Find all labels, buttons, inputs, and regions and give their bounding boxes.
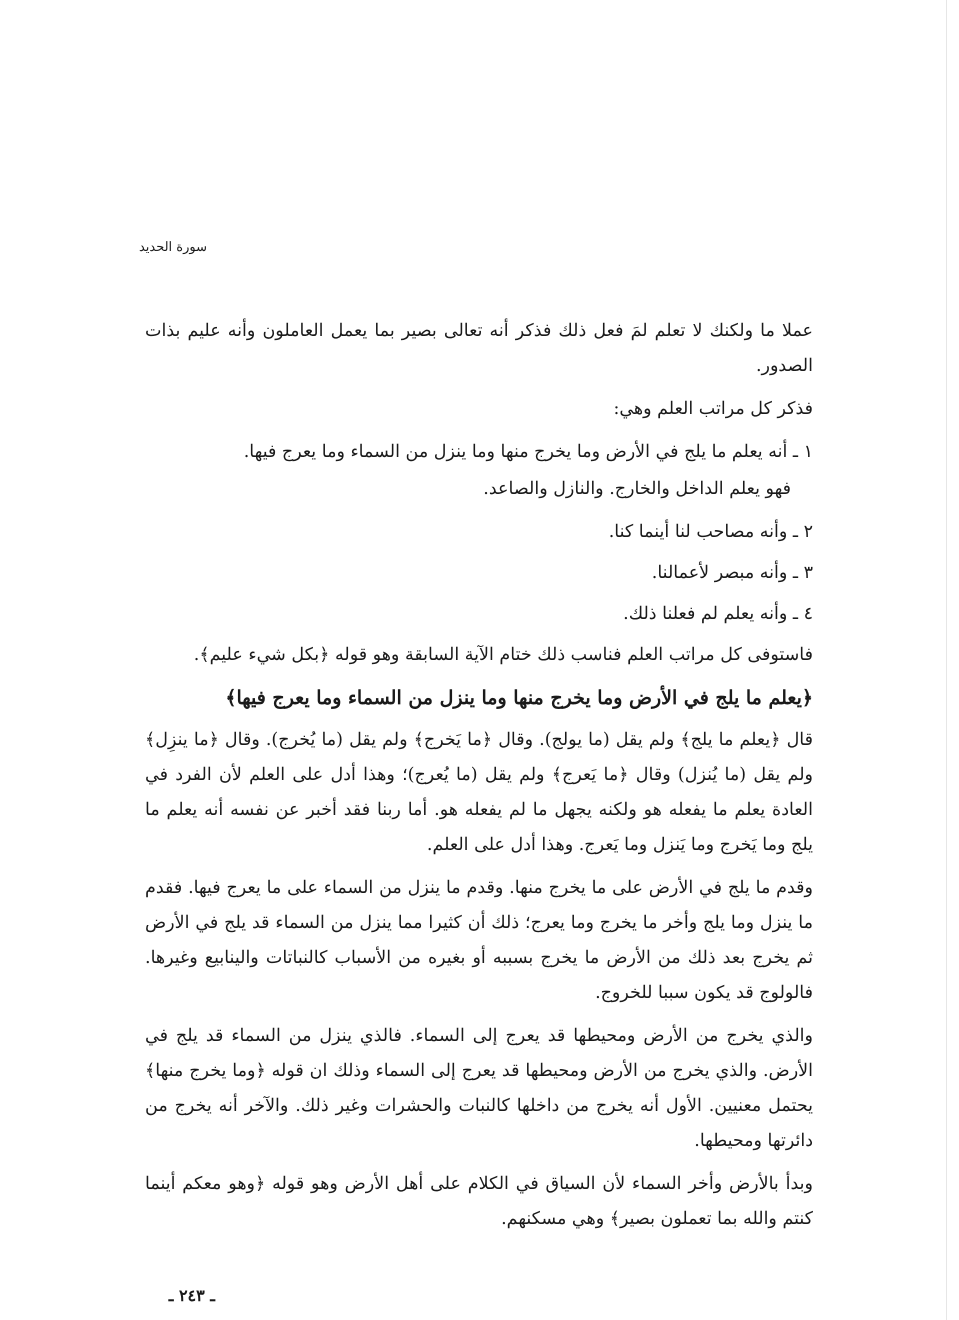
list-item-3: ٣ ـ وأنه مبصر لأعمالنا.	[651, 563, 813, 583]
list-item-1: ١ ـ أنه يعلم ما يلج في الأرض وما يخرج منها وما ينزل من السماء وما يعرج فيها.	[243, 442, 813, 462]
paragraph-6: والذي يخرج من الأرض ومحيطها قد يعرج إلى السماء. فالذي ينزل من السماء قد يلج في الأرض. والذي يخرج من الأرض ومحيطها قد يعرج إلى السماء وذلك ان قوله ﴿وما يخرج منها﴾ يحتمل معنيين. الأول أنه يخرج من داخلها كالنبات والحشرات وغير ذلك. والآخر أنه يخرج من دائرتها ومحيطها.	[145, 1026, 813, 1151]
section-heading: ﴿يعلم ما يلج في الأرض وما يخرج منها وما ينزل من السماء وما يعرج فيها﴾	[225, 687, 813, 709]
paragraph-2: فذكر كل مراتب العلم وهي:	[613, 399, 813, 419]
list-item-4: ٤ ـ وأنه يعلم لم فعلنا ذلك.	[623, 604, 813, 624]
paragraph-5: وقدم ما يلج في الأرض على ما يخرج منها. وقدم ما ينزل من السماء على ما يعرج فيها. فقدم ما ينزل وما يلج وأخر ما يخرج وما يعرج؛ ذلك أن كثيرا مما ينزل من السماء قد يلج في الأرض ثم يخرج بعد ذلك من الأرض ما يخرج بسببه أو بغيره من الأسباب كالنباتات والينابيع وغيرها. فالولوج قد يكون سببا للخروج.	[145, 878, 813, 1003]
list-item-2: ٢ ـ وأنه مصاحب لنا أينما كنا.	[608, 522, 813, 542]
scan-edge-line	[946, 0, 947, 1320]
paragraph-3: فاستوفى كل مراتب العلم فناسب ذلك ختام الآية السابقة وهو قوله ﴿بكل شيء عليم﴾.	[193, 645, 813, 665]
paragraph-4: قال ﴿يعلم ما يلج﴾ ولم يقل (ما يولج). وقال ﴿ما يَخرج﴾ ولم يقل (ما يُخرج). وقال ﴿ما ينزِل﴾ ولم يقل (ما يُنزل) وقال ﴿ما يَعرج﴾ ولم يقل (ما يُعرج)؛ وهذا أدل على العلم لأن الفرد في العادة يعلم ما يفعله هو ولكنه يجهل ما لم يفعله هو. أما ربنا فقد أخبر عن نفسه أنه يعلم ما يلج وما يَخرج وما يَنزل وما يَعرج. وهذا أدل على العلم.	[145, 730, 813, 855]
list-item-1-explanation: فهو يعلم الداخل والخارج. والنازل والصاعد.	[483, 479, 791, 499]
page-number: ـ ٢٤٣ ـ	[168, 1286, 215, 1305]
body-text	[145, 314, 813, 1245]
paragraph-1: عملا ما ولكنك لا تعلم لمَ فعل ذلك فذكر أنه تعالى بصير بما يعمل العاملون وأنه عليم بذات الصدور.	[145, 321, 813, 376]
paragraph-7: وبدأ بالأرض وأخر السماء لأن السياق في الكلام على أهل الأرض وهو قوله ﴿وهو معكم أينما كنتم والله بما تعملون بصير﴾ وهي مسكنهم.	[145, 1174, 813, 1229]
running-head: سورة الحديد	[138, 240, 207, 255]
